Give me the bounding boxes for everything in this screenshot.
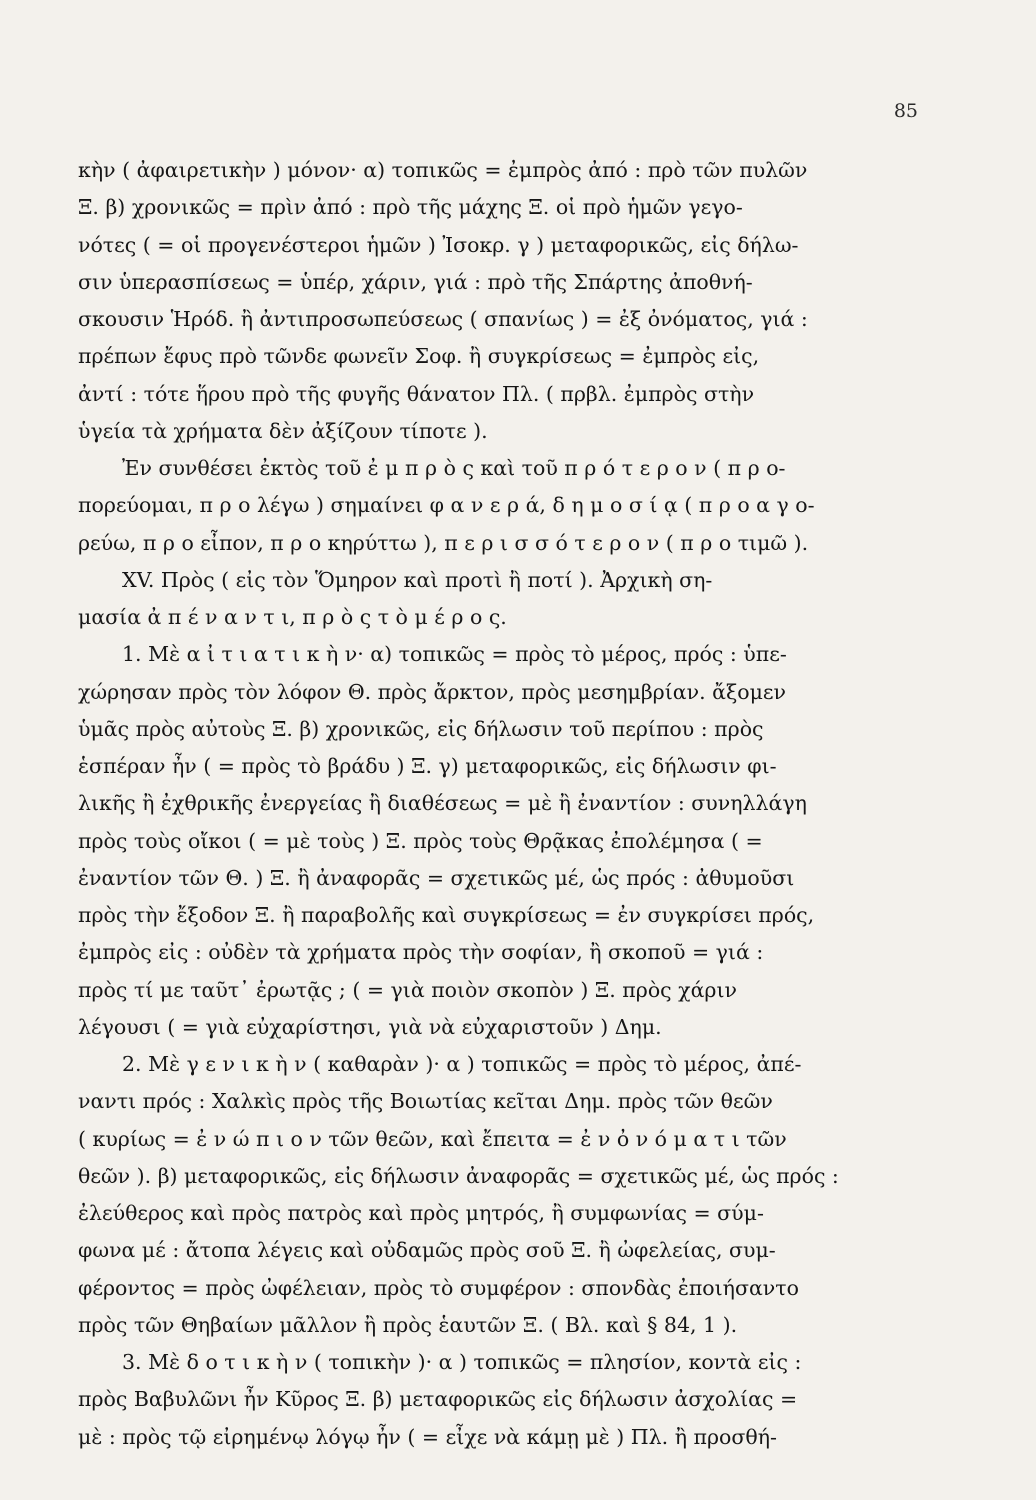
text-line: πρὸς τί με ταῦτ᾽ ἐρωτᾷς ; ( = γιὰ ποιὸν σκοπὸν ) Ξ. πρὸς χάριν (78, 977, 737, 1002)
page-number: 85 (893, 100, 918, 122)
text-line: ὑγεία τὰ χρήματα δὲν ἀξίζουν τίποτε ). (78, 418, 488, 443)
text-line: ἐναντίον τῶν Θ. ) Ξ. ἢ ἀναφορᾶς = σχετικῶς μέ, ὡς πρός : ἀθυμοῦσι (78, 865, 795, 890)
text-line: πρὸς τῶν Θηβαίων μᾶλλον ἢ πρὸς ἑαυτῶν Ξ. ( Βλ. καὶ § 84, 1 ). (78, 1312, 738, 1337)
text-line: κὴν ( ἀφαιρετικὴν ) μόνον· α) τοπικῶς = ἐμπρὸς ἀπό : πρὸ τῶν πυλῶν (78, 158, 808, 182)
text-line: πρὸς τοὺς οἴκοι ( = μὲ τοὺς ) Ξ. πρὸς τοὺς Θρᾷκας ἐπολέμησα ( = (78, 828, 763, 853)
text-line: ἀντί : τότε ἥρου πρὸ τῆς φυγῆς θάνατον Πλ. ( πρβλ. ἐμπρὸς στὴν (78, 381, 755, 406)
text-line: πρὸς Βαβυλῶνι ἦν Κῦρος Ξ. β) μεταφορικῶς εἰς δήλωσιν ἀσχολίας = (78, 1387, 798, 1412)
text-line: ἑσπέραν ἦν ( = πρὸς τὸ βράδυ ) Ξ. γ) μεταφορικῶς, εἰς δήλωσιν φι- (78, 754, 777, 778)
text-line: σκουσιν Ἡρόδ. ἢ ἀντιπροσωπεύσεως ( σπανίως ) = ἐξ ὀνόματος, γιά : (78, 307, 808, 331)
text-line: ἐμπρὸς εἰς : οὐδὲν τὰ χρήματα πρὸς τὴν σοφίαν, ἢ σκοποῦ = γιά : (78, 940, 764, 965)
text-line: 1. Μὲ α ἰ τ ι α τ ι κ ὴ ν· α) τοπικῶς = πρὸς τὸ μέρος, πρός : ὑπε- (122, 642, 787, 667)
text-line: ρεύω, π ρ ο εἶπον, π ρ ο κηρύττω ), π ε ρ ι σ σ ό τ ε ρ ο ν ( π ρ ο τιμῶ ). (78, 530, 809, 555)
text-line: πρέπων ἔφυς πρὸ τῶνδε φωνεῖν Σοφ. ἢ συγκρίσεως = ἐμπρὸς εἰς, (78, 344, 760, 369)
text-line: νότες ( = οἱ προγενέστεροι ἡμῶν ) Ἰσοκρ. γ ) μεταφορικῶς, εἰς δήλω- (78, 232, 799, 257)
text-line: μασία ἀ π έ ν α ν τ ι, π ρ ὸ ς τ ὸ μ έ ρ ο ς. (78, 605, 507, 629)
text-line: μὲ : πρὸς τῷ εἰρημένῳ λόγῳ ἦν ( = εἶχε νὰ κάμῃ μὲ ) Πλ. ἢ προσθή- (78, 1424, 777, 1449)
text-line: Ἐν συνθέσει ἐκτὸς τοῦ ἐ μ π ρ ὸ ς καὶ τοῦ π ρ ό τ ε ρ ο ν ( π ρ ο- (122, 456, 786, 480)
text-line: Ξ. β) χρονικῶς = πρὶν ἀπό : πρὸ τῆς μάχης Ξ. οἱ πρὸ ἡμῶν γεγο- (78, 195, 743, 220)
text-line: ναντι πρός : Χαλκὶς πρὸς τῆς Βοιωτίας κεῖται Δημ. πρὸς τῶν θεῶν (78, 1089, 773, 1114)
text-line: φέροντος = πρὸς ὠφέλειαν, πρὸς τὸ συμφέρον : σπονδὰς ἐποιήσαντο (78, 1275, 799, 1300)
text-line: 3. Μὲ δ ο τ ι κ ὴ ν ( τοπικὴν )· α ) τοπικῶς = πλησίον, κοντὰ εἰς : (122, 1350, 802, 1374)
text-line: φωνα μέ : ἄτοπα λέγεις καὶ οὐδαμῶς πρὸς σοῦ Ξ. ἢ ὠφελείας, συμ- (78, 1238, 776, 1263)
text-line: πρὸς τὴν ἔξοδον Ξ. ἢ παραβολῆς καὶ συγκρίσεως = ἐν συγκρίσει πρός, (78, 903, 815, 927)
text-line: λέγουσι ( = γιὰ εὐχαρίστησι, γιὰ νὰ εὐχαριστοῦν ) Δημ. (78, 1014, 662, 1039)
body-text (78, 152, 920, 1456)
text-line: ( κυρίως = ἐ ν ώ π ι ο ν τῶν θεῶν, καὶ ἔπειτα = ἐ ν ὀ ν ό μ α τ ι τῶν (78, 1126, 787, 1151)
text-line: χώρησαν πρὸς τὸν λόφον Θ. πρὸς ἄρκτον, πρὸς μεσημβρίαν. ἄξομεν (78, 679, 786, 704)
section-heading: XV. Πρὸς ( εἰς τὸν Ὅμηρον καὶ προτὶ ἢ ποτί ). Ἀρχικὴ ση- (122, 567, 713, 592)
text-line: ἐλεύθερος καὶ πρὸς πατρὸς καὶ πρὸς μητρός, ἢ συμφωνίας = σύμ- (78, 1201, 764, 1225)
text-line: πορεύομαι, π ρ ο λέγω ) σημαίνει φ α ν ε ρ ά, δ η μ ο σ ί ᾳ ( π ρ ο α γ ο- (78, 493, 815, 518)
text-line: θεῶν ). β) μεταφορικῶς, εἰς δήλωσιν ἀναφορᾶς = σχετικῶς μέ, ὡς πρός : (78, 1163, 839, 1188)
text-line: λικῆς ἢ ἐχθρικῆς ἐνεργείας ἢ διαθέσεως = μὲ ἢ ἐναντίον : συνηλλάγη (78, 791, 807, 816)
text-line: σιν ὑπερασπίσεως = ὑπέρ, χάριν, γιά : πρὸ τῆς Σπάρτης ἀποθνή- (78, 269, 753, 294)
text-line: ὑμᾶς πρὸς αὐτοὺς Ξ. β) χρονικῶς, εἰς δήλωσιν τοῦ περίπου : πρὸς (78, 716, 764, 741)
text-line: 2. Μὲ γ ε ν ι κ ὴ ν ( καθαρὰν )· α ) τοπικῶς = πρὸς τὸ μέρος, ἀπέ- (122, 1052, 802, 1076)
